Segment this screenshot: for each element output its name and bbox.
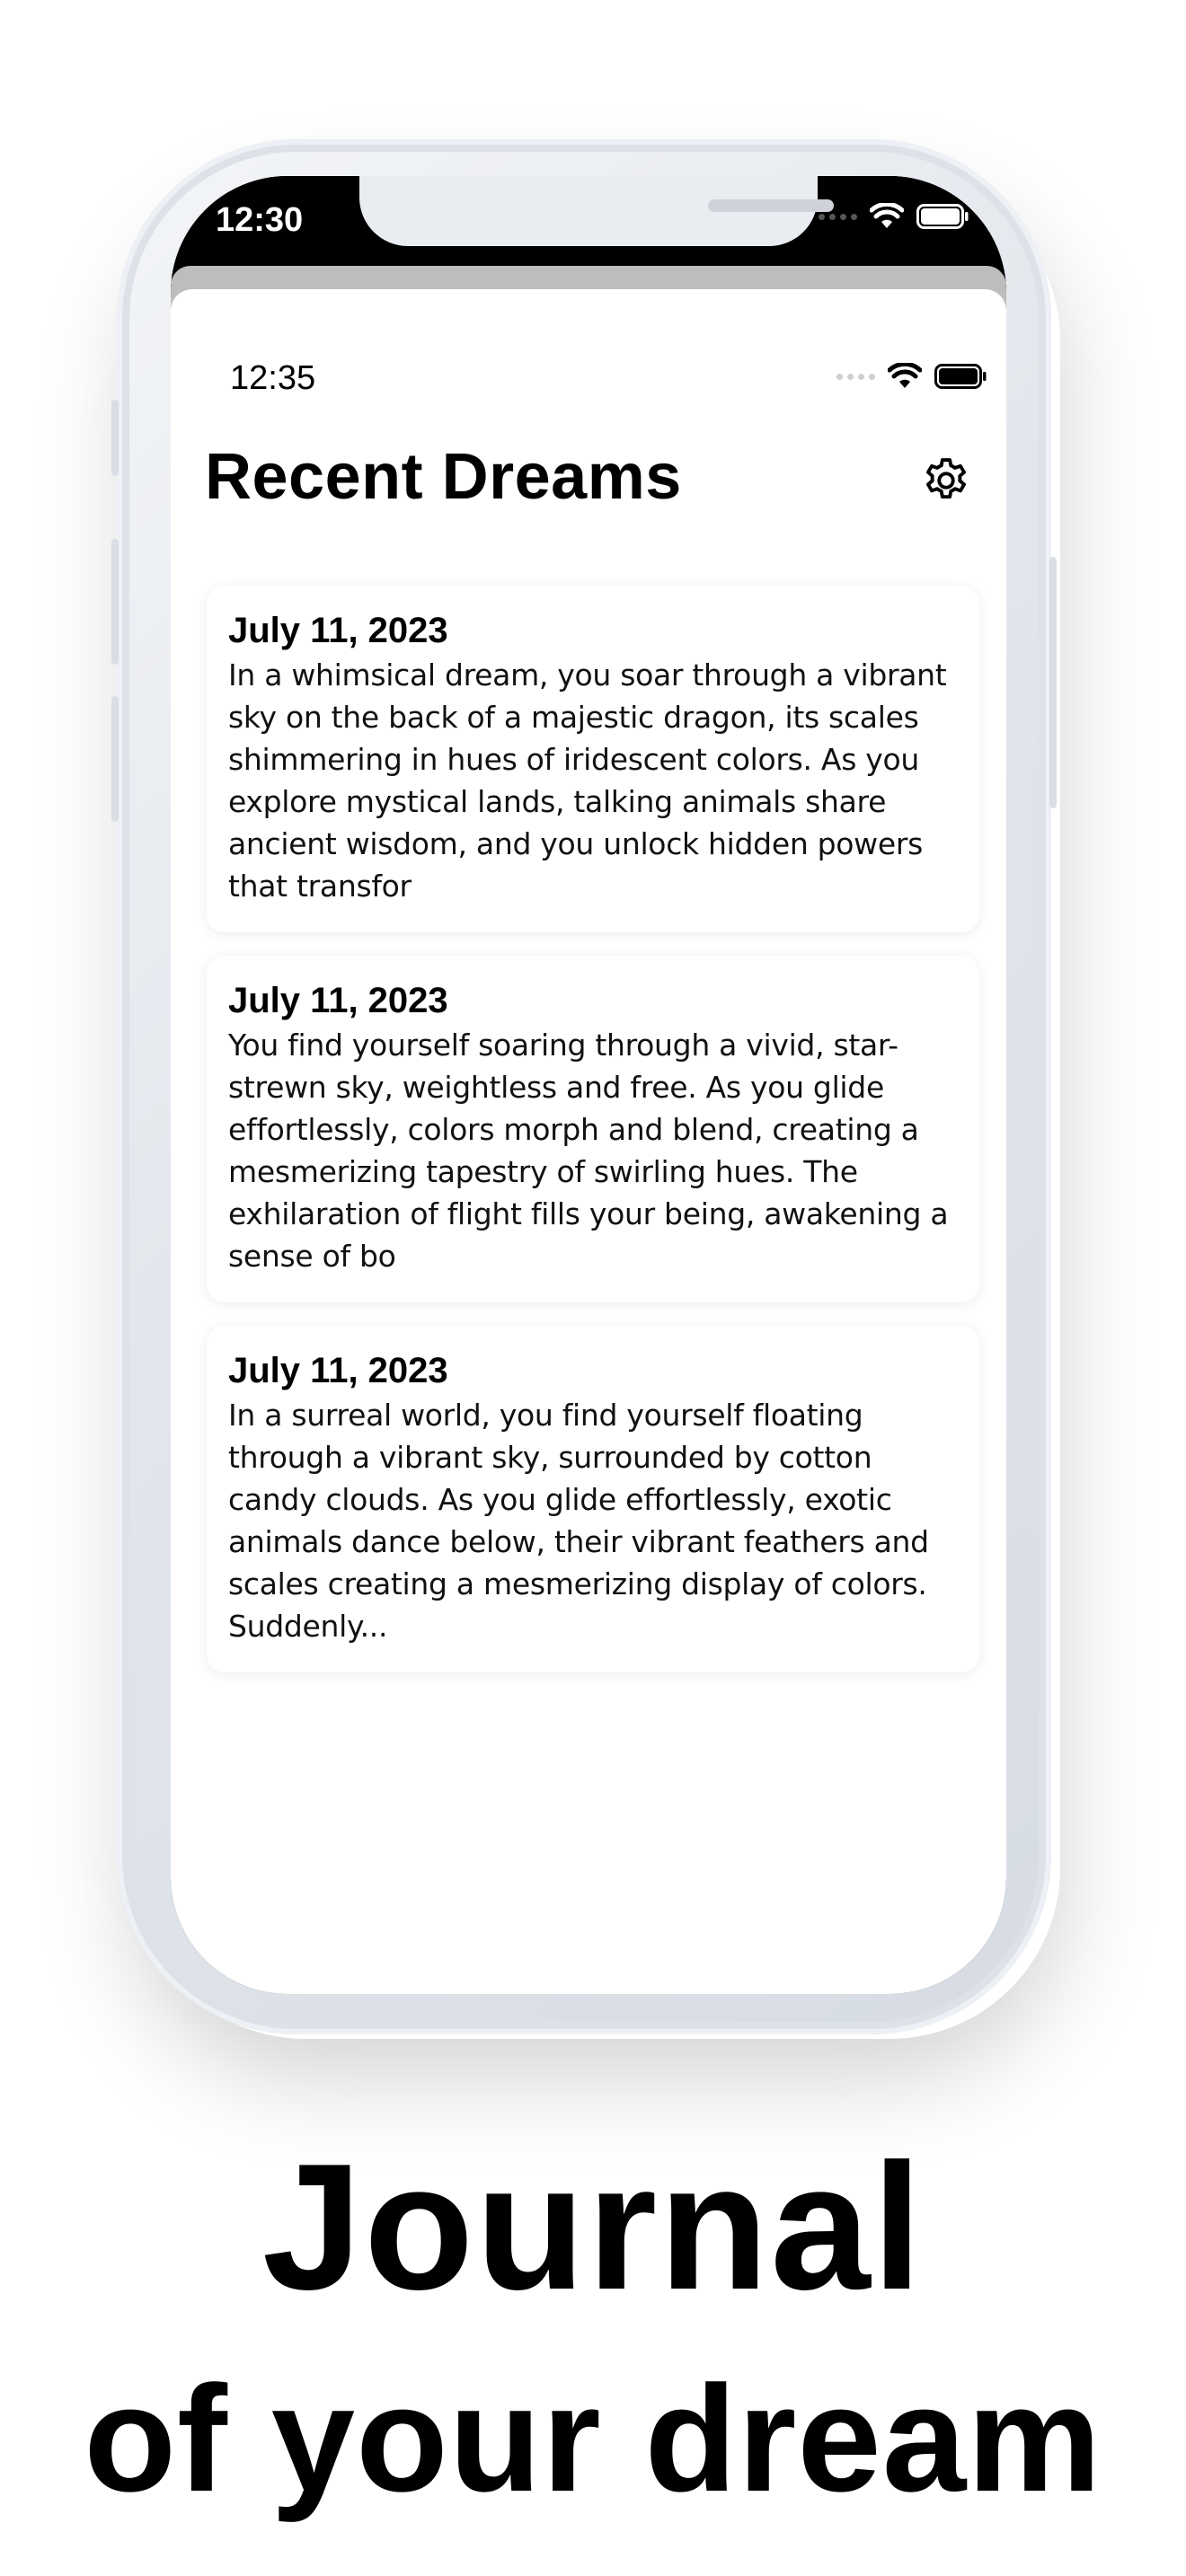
status-icons	[836, 363, 987, 390]
page-title: Recent Dreams	[205, 441, 682, 513]
settings-button[interactable]	[918, 453, 974, 508]
tagline-line-2: of your dream	[84, 2354, 1102, 2523]
phone-volume-down	[111, 696, 119, 822]
dream-excerpt: In a surreal world, you find yourself floating through a vibrant sky, surrounded by cotton candy clouds. As you glide effortlessly, exotic animals dance below, their vibrant feathers and scales creating a mesmerizing display of colors. Suddenly...	[228, 1398, 929, 1644]
phone-volume-up	[111, 539, 119, 665]
dream-date: July 11, 2023	[228, 1351, 448, 1390]
phone-mute-switch	[111, 400, 119, 476]
app-status-bar	[171, 289, 1006, 397]
dream-card[interactable]	[207, 1326, 979, 1672]
tagline-line-1: Journal	[261, 2127, 925, 2327]
app-sheet	[171, 289, 1006, 1994]
wifi-icon	[888, 363, 922, 390]
dream-excerpt: You find yourself soaring through a vivid, star-strewn sky, weightless and free. As you glide effortlessly, colors morph and blend, creating a mesmerizing tapestry of swirling hues. The exhilaration of flight fills your being, awakening a sense of bo	[228, 1028, 949, 1274]
gear-icon	[920, 454, 972, 507]
device-status-icons	[819, 203, 969, 230]
phone-power-button	[1049, 557, 1057, 808]
battery-icon	[916, 204, 969, 229]
dream-date: July 11, 2023	[228, 611, 448, 650]
signal-dots-icon	[836, 374, 875, 380]
speaker-grille	[708, 199, 834, 212]
phone-screen	[171, 176, 1006, 1994]
status-time: 12:35	[230, 359, 316, 397]
dream-excerpt: In a whimsical dream, you soar through a vibrant sky on the back of a majestic dragon, its scales shimmering in hues of iridescent colors. As you explore mystical lands, talking animals share ancient wisdom, and you unlock hidden powers that transfor	[228, 657, 947, 904]
device-time: 12:30	[216, 201, 304, 239]
battery-icon	[934, 364, 987, 389]
signal-dots-icon	[819, 214, 857, 220]
dream-card[interactable]	[207, 586, 979, 932]
dream-date: July 11, 2023	[228, 981, 448, 1020]
wifi-icon	[870, 203, 904, 230]
notch	[359, 176, 818, 246]
dream-card[interactable]	[207, 956, 979, 1302]
dream-list	[207, 586, 979, 1696]
